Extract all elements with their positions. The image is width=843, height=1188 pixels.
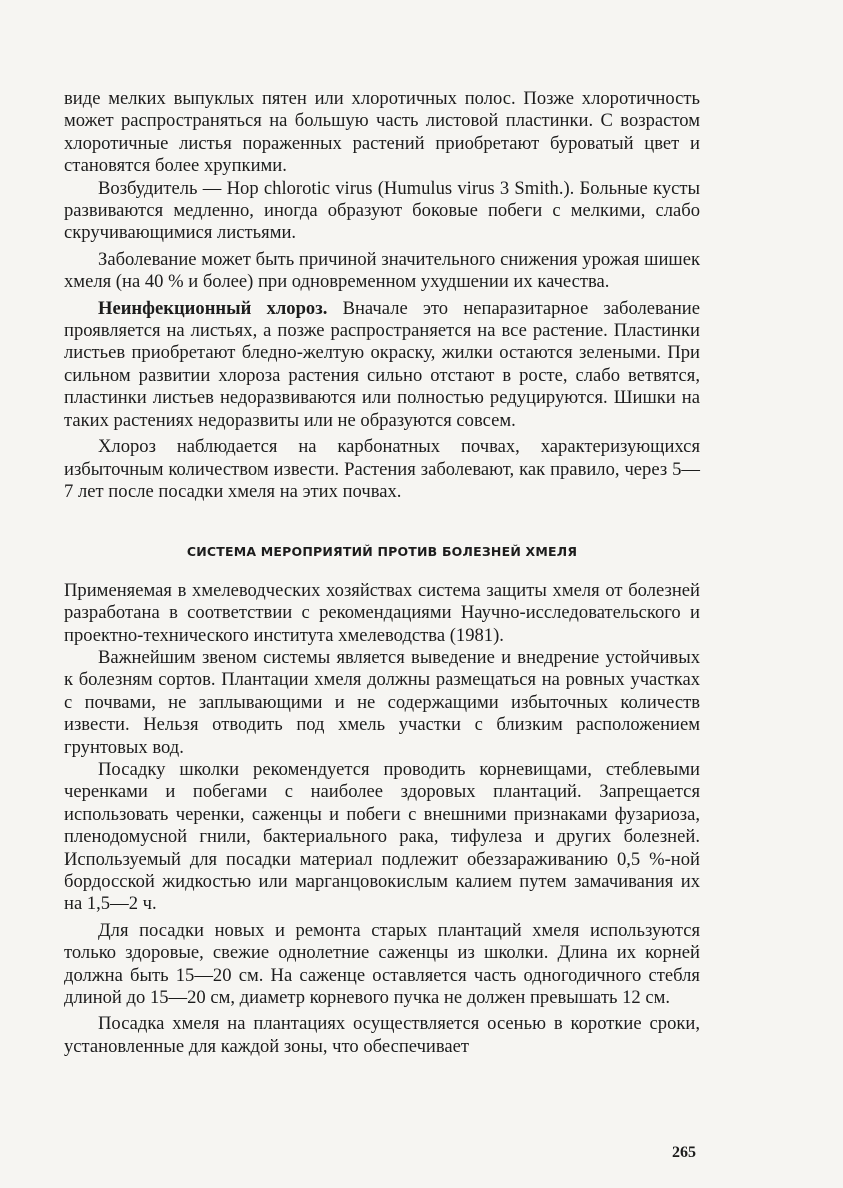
paragraph: Посадка хмеля на плантациях осуществляется осенью в короткие сроки, установленные для каждой зоны, что обеспечивает [64, 1013, 700, 1057]
body-text [64, 88, 700, 1058]
paragraph [64, 298, 700, 432]
paragraph: виде мелких выпуклых пятен или хлоротичных полос. Позже хлоротичность может распространяться на большую часть листовой пластинки. С возрастом хлоротичные листья пораженных растений приобретают буроватый цвет и становятся более хрупкими. [64, 88, 700, 177]
paragraph: Для посадки новых и ремонта старых плантаций хмеля используются только здоровые, свежие однолетние саженцы из школки. Длина их корней должна быть 15—20 см. На саженце оставляется часть одногодичного стебля длиной до 15—20 см, диаметр корневого пучка не должен превышать 12 см. [64, 919, 700, 1009]
section-heading: СИСТЕМА МЕРОПРИЯТИЙ ПРОТИВ БОЛЕЗНЕЙ ХМЕЛЯ [186, 544, 578, 560]
paragraph: Хлороз наблюдается на карбонатных почвах, характеризующихся избыточным количеством извести. Растения заболевают, как правило, через 5—7 лет после посадки хмеля на этих почвах. [64, 436, 700, 502]
paragraph: Важнейшим звеном системы является выведение и внедрение устойчивых к болезням сортов. Плантации хмеля должны размещаться на ровных участках с почвами, не заплывающими и не содержащими избыточных количеств извести. Нельзя отводить под хмель участки с близким расположением грунтовых вод. [64, 646, 700, 758]
page-number: 265 [672, 1144, 696, 1161]
paragraph: Возбудитель — Hop chlorotic virus (Humulus virus 3 Smith.). Больные кусты развиваются медленно, иногда образуют боковые побеги с мелкими, слабо скручивающимися листьями. [64, 177, 700, 244]
paragraph: Посадку школки рекомендуется проводить корневищами, стеблевыми черенками и побегами с наиболее здоровых плантаций. Запрещается использовать черенки, саженцы и побеги с внешними признаками фузариоза, пленодомусной гнили, бактериального рака, тифулеза и других болезней. Используемый для посадки материал подлежит обеззараживанию 0,5 %-ной бордосской жидкостью или марганцовокислым калием путем замачивания их на 1,5—2 ч. [64, 758, 700, 915]
paragraph: Заболевание может быть причиной значительного снижения урожая шишек хмеля (на 40 % и более) при одновременном ухудшении их качества. [64, 248, 700, 293]
paragraph: Применяемая в хмелеводческих хозяйствах система защиты хмеля от болезней разработана в соответствии с рекомендациями Научно-исследовательского и проектно-технического института хмелеводства (1981). [64, 579, 700, 646]
paragraph-text: Вначале это непаразитарное заболевание проявляется на листьях, а позже распространяется на все растение. Пластинки листьев приобретают бледно-желтую окраску, жилки остаются зелеными. При сильном развитии хлороза растения сильно отстают в росте, слабо ветвятся, пластинки листьев недоразвиваются или полностью редуцируются. Шишки на таких растениях недоразвиты или не образуются совсем. [64, 297, 700, 431]
paragraph-lead-term: Неинфекционный хлороз. [98, 297, 328, 319]
